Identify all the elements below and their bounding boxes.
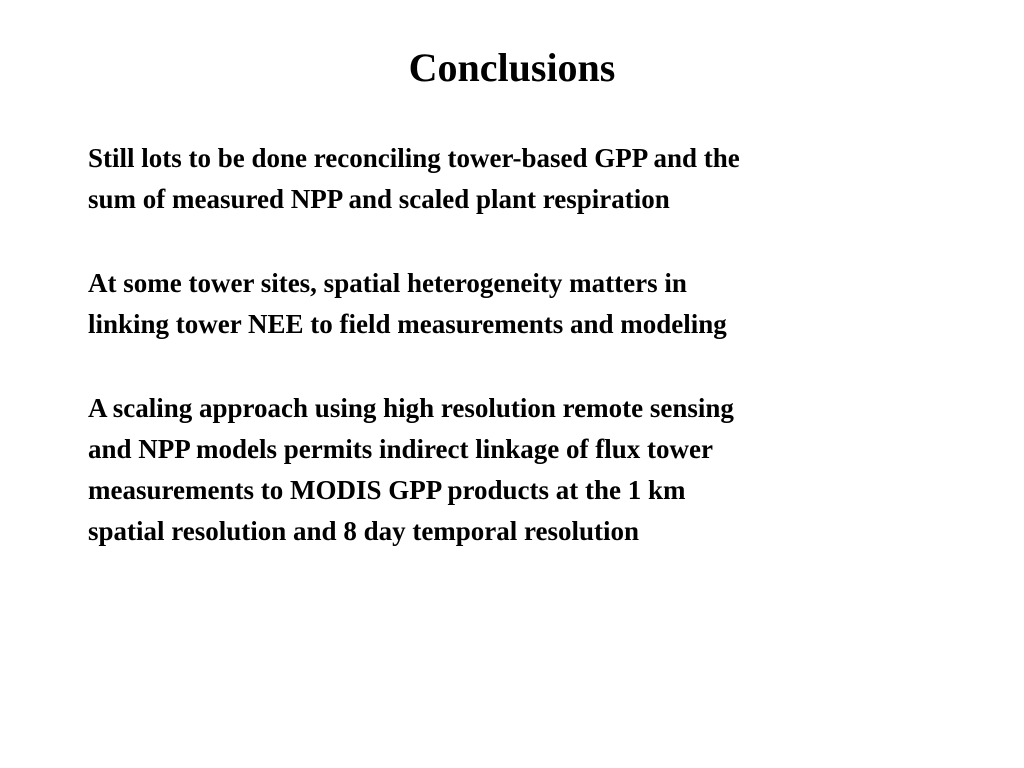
conclusion-point-3-line-1: A scaling approach using high resolution remote sensing: [88, 393, 734, 423]
conclusion-point-3-line-4: spatial resolution and 8 day temporal resolution: [88, 516, 640, 546]
conclusion-point-2-line-2: linking tower NEE to field measurements and modeling: [88, 309, 727, 339]
conclusion-point-1-line-2: sum of measured NPP and scaled plant respiration: [88, 184, 670, 214]
conclusion-point-1-line-1: Still lots to be done reconciling tower-based GPP and the: [88, 143, 740, 173]
conclusion-point-3: [88, 388, 968, 552]
conclusion-point-2: [88, 263, 968, 345]
conclusion-point-3-line-2: and NPP models permits indirect linkage of flux tower: [88, 434, 713, 464]
conclusion-point-3-line-3: measurements to MODIS GPP products at the 1 km: [88, 475, 686, 505]
conclusions-list: [88, 138, 968, 595]
slide-title: Conclusions: [408, 45, 616, 90]
conclusion-point-1: [88, 138, 968, 220]
conclusion-point-2-line-1: At some tower sites, spatial heterogeneity matters in: [88, 268, 687, 298]
